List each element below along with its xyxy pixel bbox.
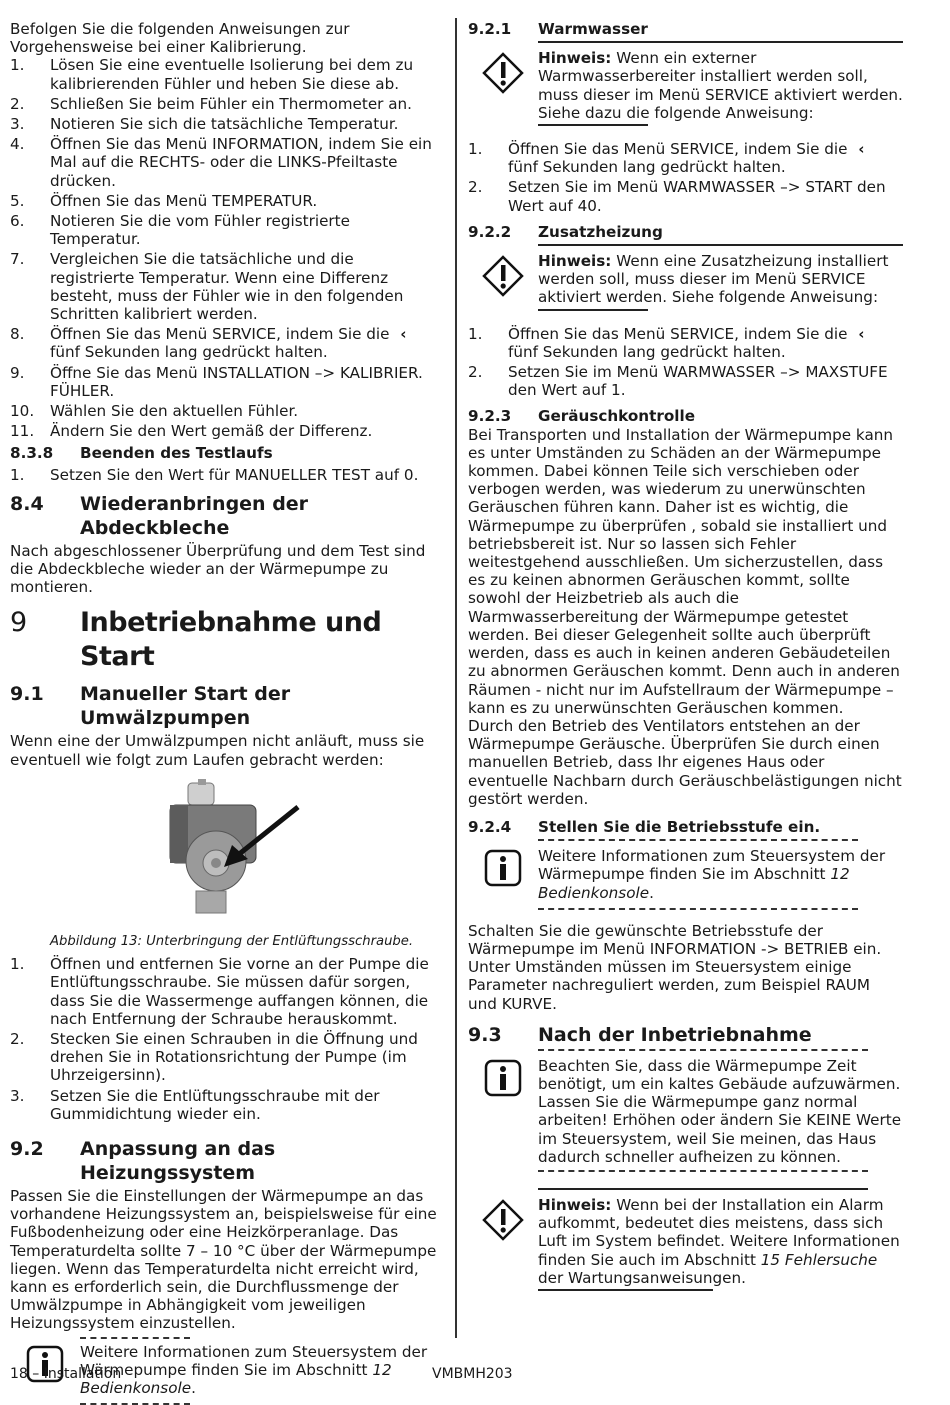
- list-item: 1. Lösen Sie eine eventuelle Isolierung bei dem zu kalibrierenden Fühler und heben Sie diese ab.: [10, 56, 414, 93]
- section-heading-8-4: 8.4 Wiederanbringen der Abdeckbleche: [10, 492, 309, 539]
- section-heading-9-2: 9.2 Anpassung an das Heizungssystem: [10, 1137, 276, 1184]
- section-heading-9-2-2: 9.2.2 Zusatzheizung: [468, 222, 663, 241]
- warning-note-9-3: Hinweis: Wenn bei der Installation ein Alarm aufkommt, bedeutet dies meistens, dass sich Luft im System befindet. Weitere Informationen finden Sie auch im Abschnitt 15 Fehlersuche der Wartungsanweisungen.: [468, 1196, 903, 1287]
- pump-steps: [10, 955, 440, 1123]
- list-item: 1. Öffnen Sie das Menü SERVICE, indem Sie die ‹ fünf Sekunden lang gedrückt halten.: [468, 140, 903, 176]
- warning-icon: [468, 252, 538, 307]
- section-heading-9-3: 9.3 Nach der Inbetriebnahme: [468, 1023, 812, 1046]
- section-heading-9-2-1: 9.2.1 Warmwasser: [468, 20, 648, 38]
- section-9-1-text: Wenn eine der Umwälzpumpen nicht anläuft, muss sie eventuell wie folgt zum Laufen gebracht werden:: [10, 732, 425, 769]
- section-9-2-3-text: Bei Transporten und Installation der Wärmepumpe kann es unter Umständen zu Schäden an der Wärmepumpe kommen. Dabei können Teile sich verschieben oder verbogen werden, was wiederum zu unerwünschten Geräuschen führen kann. Daher ist es wichtig, die Wärmepumpe zu überprüfen , sobald sie installiert und betriebsbereit ist. Nur so lassen sich Fehler weitestgehend ausschließen. Um sicherzustellen, dass es zu keinen abnormen Geräuschen kommt, sollte sowohl der Heizbetrieb als auch die Warmwasserbereitung der Wärmepumpe getestet werden. Bei dieser Gelegenheit sollte auch überprüft werden, dass es auch in keinen anderen Gebäudeteilen zu abnormen Geräuschen kommt. Denn auch in anderen Räumen - nicht nur im Aufstellraum der Wärmepumpe – kann es zu unerwünschten Geräuschen kommen.: [468, 425, 900, 717]
- section-heading-9-2-4: 9.2.4 Stellen Sie die Betriebsstufe ein.: [468, 817, 821, 836]
- rule: [538, 1188, 868, 1190]
- section-heading-9-1: 9.1 Manueller Start der Umwälzpumpen: [10, 683, 291, 730]
- list-item: 4. Öffnen Sie das Menü INFORMATION, indem Sie ein Mal auf die RECHTS- oder die LINKS-Pfeiltaste drücken.: [10, 135, 432, 190]
- rule: [538, 309, 648, 311]
- column-divider: [455, 18, 457, 1338]
- list-item: 2. Setzen Sie im Menü WARMWASSER –> MAXSTUFE den Wert auf 1.: [468, 363, 888, 400]
- rule: [538, 1289, 713, 1291]
- list-item: 11. Ändern Sie den Wert gemäß der Differenz.: [10, 422, 373, 441]
- pump-illustration: [10, 779, 440, 919]
- list-item: 9. Öffne Sie das Menü INSTALLATION –> KALIBRIER. FÜHLER.: [10, 363, 423, 400]
- chevron-left-icon: ‹: [858, 324, 865, 343]
- dashed-rule: [538, 1170, 868, 1172]
- rule: [538, 244, 903, 246]
- page-footer-label: 18 – Installation: [10, 1366, 122, 1382]
- chevron-left-icon: ‹: [858, 140, 865, 159]
- document-code: VMBMH203: [432, 1366, 513, 1382]
- info-note-9-2: Weitere Informationen zum Steuersystem der Wärmepumpe finden Sie im Abschnitt 12 Bedienkonsole.: [10, 1337, 440, 1405]
- calibration-intro: Befolgen Sie die folgenden Anweisungen zur Vorgehensweise bei einer Kalibrierung.: [10, 20, 350, 57]
- rule: [538, 41, 903, 43]
- info-note-9-2-4: Weitere Informationen zum Steuersystem der Wärmepumpe finden Sie im Abschnitt 12 Bedienkonsole.: [468, 847, 903, 902]
- rule: [538, 124, 648, 126]
- zusatzheizung-steps: [468, 325, 903, 400]
- section-8-4-text: Nach abgeschlossener Überprüfung und dem Test sind die Abdeckbleche wieder an der Wärmepumpe zu montieren.: [10, 541, 426, 597]
- warning-icon: [468, 49, 538, 122]
- section-9-2-text: Passen Sie die Einstellungen der Wärmepumpe an das vorhandene Heizungssystem an, beispielsweise für eine Fußbodenheizung oder eine Heizkörperanlage. Das Temperaturdelta sollte 7 – 10 °C über der Wärmepumpe liegen. Wenn das Temperaturdelta nicht erreicht wird, kann es erforderlich sein, die Durchflussmenge der Umwälzpumpe in Abhängigkeit vom jeweiligen Heizungssystem einzustellen.: [10, 1186, 437, 1333]
- list-item: 5. Öffnen Sie das Menü TEMPERATUR.: [10, 191, 318, 210]
- list-item: 6. Notieren Sie die vom Fühler registrierte Temperatur.: [10, 212, 350, 249]
- dashed-rule: [538, 839, 858, 841]
- list-item: 8. Öffnen Sie das Menü SERVICE, indem Sie die ‹ fünf Sekunden lang gedrückt halten.: [10, 325, 440, 361]
- chevron-left-icon: ‹: [400, 325, 407, 344]
- warmwasser-steps: [468, 140, 903, 215]
- section-9-2-4-text: Schalten Sie die gewünschte Betriebsstufe der Wärmepumpe im Menü INFORMATION -> BETRIEB ein. Unter Umständen müssen im Steuersystem einige Parameter nachreguliert werden, zum Beispiel RAUM und KURVE.: [468, 921, 882, 1013]
- list-item: 1. Setzen Sie den Wert für MANUELLER TEST auf 0.: [10, 465, 419, 484]
- list-item: 3. Notieren Sie sich die tatsächliche Temperatur.: [10, 115, 399, 134]
- right-column: [468, 20, 903, 1291]
- pump-figure: [10, 779, 440, 919]
- section-heading-8-3-8: 8.3.8 Beenden des Testlaufs: [10, 444, 273, 463]
- figure-caption: Abbildung 13: Unterbringung der Entlüftungsschraube.: [50, 933, 414, 949]
- test-end-steps: [10, 466, 440, 484]
- calibration-steps: [10, 56, 440, 440]
- left-column: [10, 20, 440, 1405]
- info-icon: [468, 1057, 538, 1166]
- list-item: 10. Wählen Sie den aktuellen Fühler.: [10, 402, 299, 421]
- list-item: 2. Stecken Sie einen Schrauben in die Öffnung und drehen Sie in Rotationsrichtung der Pumpe (im Uhrzeigersinn).: [10, 1029, 418, 1085]
- list-item: 1. Öffnen Sie das Menü SERVICE, indem Sie die ‹ fünf Sekunden lang gedrückt halten.: [468, 325, 903, 361]
- list-item: 3. Setzen Sie die Entlüftungsschraube mit der Gummidichtung wieder ein.: [10, 1086, 380, 1123]
- dashed-rule: [538, 1049, 868, 1051]
- list-item: 2. Setzen Sie im Menü WARMWASSER –> START den Wert auf 40.: [468, 178, 886, 215]
- list-item: 2. Schließen Sie beim Fühler ein Thermometer an.: [10, 94, 413, 113]
- info-icon: [468, 847, 538, 902]
- section-heading-9-2-3: 9.2.3 Geräuschkontrolle: [468, 407, 696, 426]
- dashed-rule: [538, 908, 858, 910]
- chapter-heading-9: 9 Inbetriebnahme und Start: [10, 607, 382, 673]
- info-note-9-3: Beachten Sie, dass die Wärmepumpe Zeit benötigt, um ein kaltes Gebäude aufzuwärmen. Lassen Sie die Wärmepumpe ganz normal arbeiten! Erhöhen oder ändern Sie KEINE Werte im Steuersystem, weil Sie meinen, das Haus dadurch schneller aufheizen zu können.: [468, 1057, 903, 1166]
- warning-note-9-2-2: Hinweis: Wenn eine Zusatzheizung installiert werden soll, muss dieser im Menü SERVICE aktiviert werden. Siehe folgende Anweisung:: [468, 252, 903, 307]
- warning-note-9-2-1: Hinweis: Wenn ein externer Warmwasserbereiter installiert werden soll, muss dieser im Menü SERVICE aktiviert werden. Siehe dazu die folgende Anweisung:: [468, 49, 903, 122]
- list-item: 1. Öffnen und entfernen Sie vorne an der Pumpe die Entlüftungsschraube. Sie müssen dafür sorgen, dass Sie die Wassermenge auffangen können, die nach Entfernung der Schraube herauskommt.: [10, 955, 429, 1028]
- warning-icon: [468, 1196, 538, 1287]
- list-item: 7. Vergleichen Sie die tatsächliche und die registrierte Temperatur. Wenn eine Differenz besteht, muss der Fühler wie in den folgenden Schritten kalibriert werden.: [10, 250, 404, 324]
- section-9-2-3-text-2: Durch den Betrieb des Ventilators entstehen an der Wärmepumpe Geräusche. Überprüfen Sie durch einen manuellen Betrieb, dass Ihr eigenes Haus oder eventuelle Nachbarn durch Geräuschbelästigungen nicht gestört werden.: [468, 716, 902, 808]
